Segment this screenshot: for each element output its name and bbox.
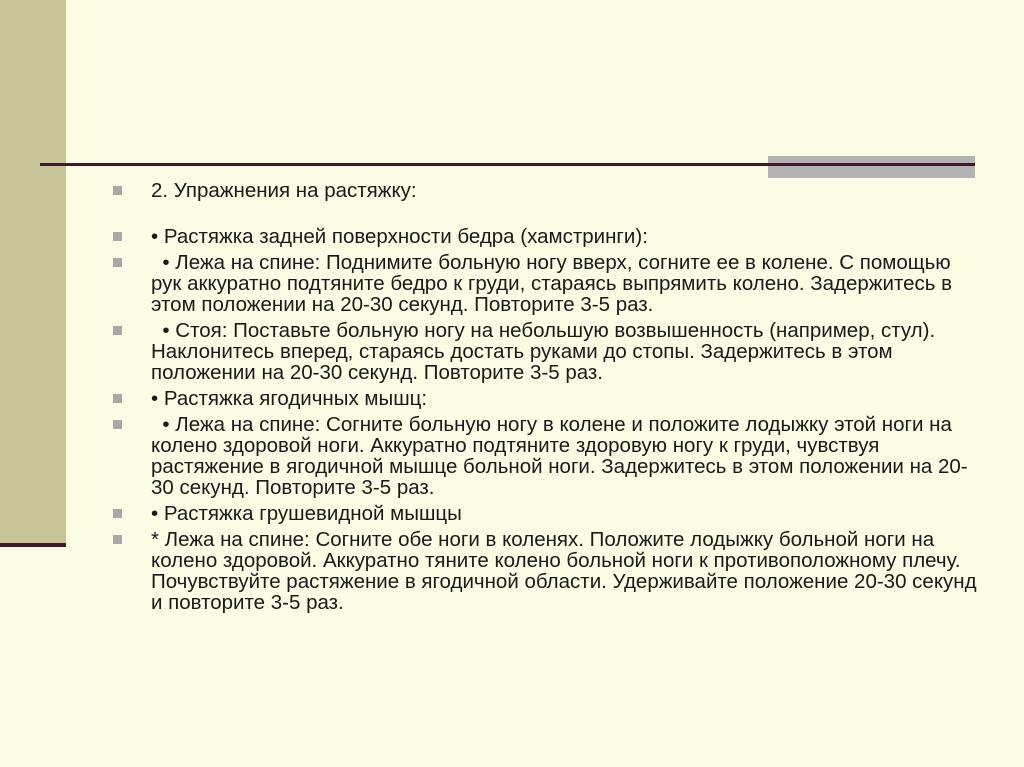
content-bullet-list [113,180,983,618]
bullet-text: • Лежа на спине: Согните больную ногу в колене и положите лодыжку этой ноги на колено здоровой ноги. Аккуратно подтяните здоровую ногу к груди, чувствуя растяжение в ягодичной мышце больной ноги. Задержитесь в этом положении на 20-30 секунд. Повторите 3-5 раз. [151,413,968,499]
list-item [113,529,983,613]
bullet-text: * Лежа на спине: Согните обе ноги в коленях. Положите лодыжку больной ноги на колено здоровой. Аккуратно тяните колено больной ноги к противоположному плечу. Почувствуйте растяжение в ягодичной области. Удерживайте положение 20-30 секунд и повторите 3-5 раз. [151,528,983,614]
square-bullet-icon [113,258,122,267]
square-bullet-icon [113,509,122,518]
bullet-text: • Растяжка ягодичных мышц: [151,387,428,410]
bullet-text: 2. Упражнения на растяжку: [151,179,417,202]
list-item [113,388,983,409]
square-bullet-icon [113,394,122,403]
bullet-text: • Лежа на спине: Поднимите больную ногу вверх, согните ее в колене. С помощью рук аккуратно подтяните бедро к груди, стараясь выпрямить колено. Задержитесь в этом положении на 20-30 секунд. Повторите 3-5 раз. [151,251,958,316]
bullet-text: • Стоя: Поставьте больную ногу на небольшую возвышенность (например, стул). Наклонитесь вперед, стараясь достать руками до стопы. Задержитесь в этом положении на 20-30 секунд. Повторите 3-5 раз. [151,319,941,384]
accent-bar [768,156,975,178]
list-item [113,503,983,524]
left-band-bottom-rule [0,543,66,547]
square-bullet-icon [113,186,122,195]
list-item [113,180,983,201]
square-bullet-icon [113,535,122,544]
bullet-text: • Растяжка задней поверхности бедра (хамстринги): [151,225,648,248]
square-bullet-icon [113,326,122,335]
square-bullet-icon [113,420,122,429]
left-decorative-band [0,0,66,545]
list-item [113,252,983,315]
list-item [113,320,983,383]
bullet-text: • Растяжка грушевидной мышцы [151,502,462,525]
square-bullet-icon [113,232,122,241]
list-item [113,414,983,498]
list-item [113,226,983,247]
